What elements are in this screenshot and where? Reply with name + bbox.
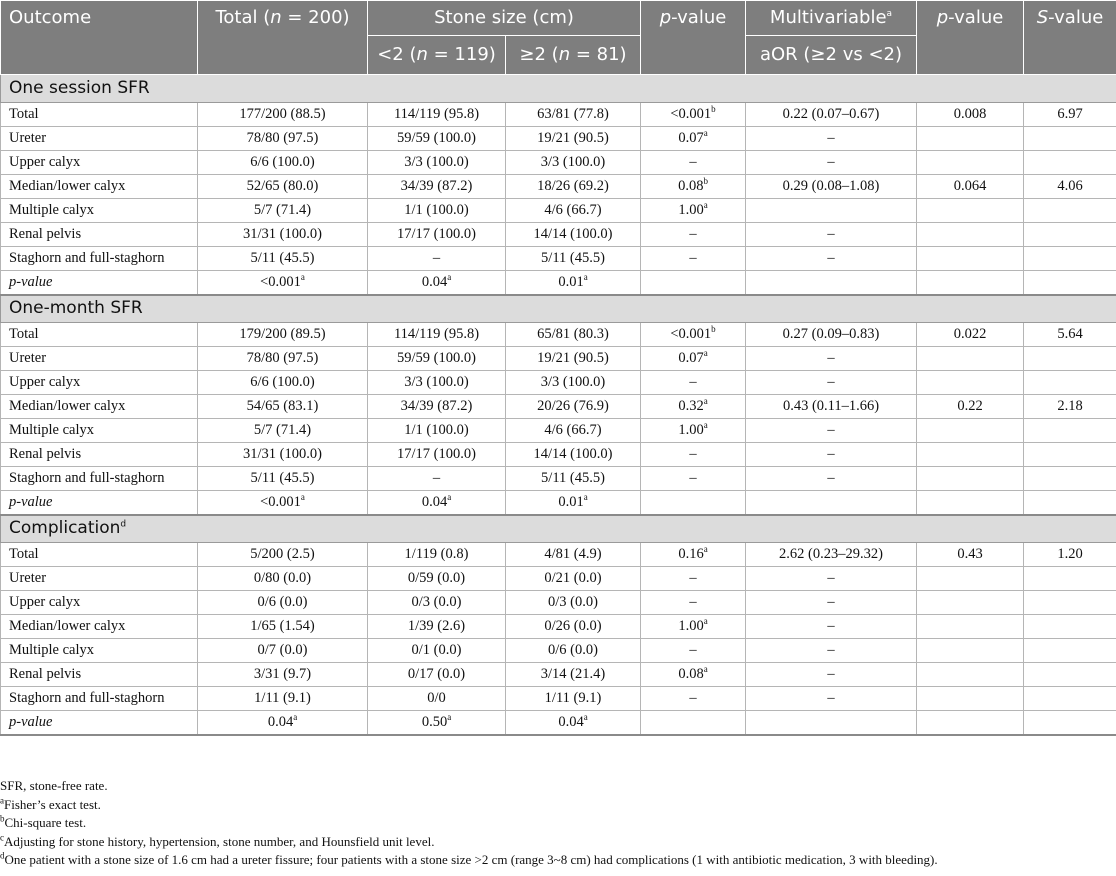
cell-lt2: 0.50$^a$ [368,711,506,735]
cell-p2 [917,567,1024,591]
header-p-value-2-text: p-value [936,7,1004,28]
cell-ge2: 14/14 (100.0) [506,443,641,467]
cell-p: – [641,223,746,247]
cell-s [1024,199,1116,223]
cell-ge2: 3/3 (100.0) [506,371,641,395]
table-row [1,467,1116,491]
cell-s: 6.97 [1024,103,1116,127]
table-row [1,175,1116,199]
row-label: Upper calyx [1,371,198,395]
cell-aor [746,199,917,223]
section-header [1,515,1116,543]
row-label: p-value [1,491,198,515]
cell-p2 [917,199,1024,223]
cell-s [1024,371,1116,395]
section-title: Complication$^d$ [1,515,1116,543]
cell-ge2: 5/11 (45.5) [506,467,641,491]
cell-s: 5.64 [1024,323,1116,347]
header-aor: aOR (≥2 vs <2) [746,36,917,75]
cell-lt2: 0.04$^a$ [368,491,506,515]
cell-lt2: 0/17 (0.0) [368,663,506,687]
footnote: SFR, stone-free rate. [0,778,108,793]
cell-aor: 0.27 (0.09–0.83) [746,323,917,347]
table-row [1,419,1116,443]
table-row [1,395,1116,419]
cell-p2 [917,467,1024,491]
cell-p [641,271,746,295]
cell-lt2: – [368,247,506,271]
cell-s: 2.18 [1024,395,1116,419]
row-label: Total [1,543,198,567]
cell-aor [746,271,917,295]
cell-ge2: 3/14 (21.4) [506,663,641,687]
table-row [1,323,1116,347]
cell-p2 [917,371,1024,395]
row-label: Ureter [1,127,198,151]
cell-p2: 0.022 [917,323,1024,347]
cell-p2 [917,591,1024,615]
cell-aor: 2.62 (0.23–29.32) [746,543,917,567]
cell-lt2: 59/59 (100.0) [368,347,506,371]
cell-total: 5/200 (2.5) [198,543,368,567]
cell-p: – [641,443,746,467]
cell-s [1024,491,1116,515]
cell-lt2: 0/1 (0.0) [368,639,506,663]
cell-total: <0.001$^a$ [198,491,368,515]
table-row [1,543,1116,567]
cell-aor: – [746,127,917,151]
cell-lt2: 0.04$^a$ [368,271,506,295]
cell-ge2: 0.01$^a$ [506,491,641,515]
cell-total: 177/200 (88.5) [198,103,368,127]
cell-ge2: 3/3 (100.0) [506,151,641,175]
cell-total: 6/6 (100.0) [198,151,368,175]
row-label: Multiple calyx [1,419,198,443]
cell-p: – [641,567,746,591]
cell-total: 5/7 (71.4) [198,419,368,443]
cell-aor: – [746,467,917,491]
cell-lt2: 1/1 (100.0) [368,419,506,443]
cell-s [1024,567,1116,591]
cell-total: 179/200 (89.5) [198,323,368,347]
row-label: p-value [1,711,198,735]
table-row [1,271,1116,295]
header-p-value-2 [917,1,1024,75]
cell-s [1024,591,1116,615]
cell-ge2: 0.01$^a$ [506,271,641,295]
cell-p: – [641,371,746,395]
cell-p2 [917,127,1024,151]
table-row [1,591,1116,615]
cell-p: – [641,247,746,271]
row-label: Total [1,103,198,127]
cell-p: – [641,639,746,663]
cell-p: 0.08$^a$ [641,663,746,687]
section-header [1,75,1116,103]
cell-aor: – [746,687,917,711]
cell-p: 1.00$^a$ [641,615,746,639]
cell-lt2: 0/59 (0.0) [368,567,506,591]
cell-s [1024,271,1116,295]
table-row [1,491,1116,515]
table-row [1,151,1116,175]
cell-p2 [917,615,1024,639]
header-stone-size: Stone size (cm) [368,1,641,36]
cell-p2 [917,639,1024,663]
cell-lt2: 1/1 (100.0) [368,199,506,223]
cell-lt2: – [368,467,506,491]
cell-aor: – [746,371,917,395]
table-body [1,75,1116,735]
cell-ge2: 5/11 (45.5) [506,247,641,271]
header-ge2 [506,36,641,75]
table-row [1,347,1116,371]
cell-p2 [917,347,1024,371]
cell-p: 1.00$^a$ [641,199,746,223]
cell-total: 5/11 (45.5) [198,467,368,491]
cell-total: 78/80 (97.5) [198,127,368,151]
section-header [1,295,1116,323]
cell-ge2: 14/14 (100.0) [506,223,641,247]
footnote: $^c$Adjusting for stone history, hypertension, stone number, and Hounsfield unit level. [0,832,435,849]
footnotes [0,777,1116,870]
table-row [1,615,1116,639]
cell-aor: – [746,639,917,663]
cell-p [641,491,746,515]
header-total [198,1,368,75]
cell-total: 0.04$^a$ [198,711,368,735]
header-ge2-text: ≥2 (n = 81) [519,44,627,65]
cell-ge2: 19/21 (90.5) [506,127,641,151]
cell-s [1024,443,1116,467]
cell-total: 52/65 (80.0) [198,175,368,199]
cell-lt2: 3/3 (100.0) [368,371,506,395]
row-label: Renal pelvis [1,663,198,687]
header-s-value-text: S-value [1036,7,1104,28]
table-row [1,663,1116,687]
cell-p2 [917,663,1024,687]
cell-ge2: 0/3 (0.0) [506,591,641,615]
cell-lt2: 17/17 (100.0) [368,443,506,467]
cell-aor: – [746,223,917,247]
cell-ge2: 65/81 (80.3) [506,323,641,347]
cell-s [1024,467,1116,491]
cell-ge2: 1/11 (9.1) [506,687,641,711]
cell-s [1024,663,1116,687]
cell-ge2: 0/21 (0.0) [506,567,641,591]
cell-p2 [917,443,1024,467]
row-label: Staghorn and full-staghorn [1,687,198,711]
cell-aor [746,491,917,515]
cell-total: 0/6 (0.0) [198,591,368,615]
header-multivariable: Multivariable$^a$ [746,1,917,36]
cell-p2: 0.064 [917,175,1024,199]
cell-ge2: 0/26 (0.0) [506,615,641,639]
header-outcome: Outcome [1,1,198,75]
cell-lt2: 17/17 (100.0) [368,223,506,247]
row-label: Upper calyx [1,591,198,615]
cell-total: 3/31 (9.7) [198,663,368,687]
cell-p2 [917,247,1024,271]
cell-aor: – [746,591,917,615]
cell-total: 5/11 (45.5) [198,247,368,271]
cell-p2 [917,711,1024,735]
cell-total: 31/31 (100.0) [198,443,368,467]
header-lt2-text: <2 (n = 119) [377,44,496,65]
cell-aor: – [746,615,917,639]
cell-total: 54/65 (83.1) [198,395,368,419]
cell-p2 [917,419,1024,443]
cell-ge2: 18/26 (69.2) [506,175,641,199]
cell-s: 4.06 [1024,175,1116,199]
cell-p: 0.07$^a$ [641,127,746,151]
row-label: Ureter [1,347,198,371]
cell-p2: 0.43 [917,543,1024,567]
table-row [1,639,1116,663]
cell-p2 [917,687,1024,711]
cell-aor [746,711,917,735]
table-row [1,443,1116,467]
cell-aor: 0.29 (0.08–1.08) [746,175,917,199]
cell-p2 [917,151,1024,175]
cell-ge2: 20/26 (76.9) [506,395,641,419]
cell-total: 6/6 (100.0) [198,371,368,395]
row-label: Multiple calyx [1,199,198,223]
row-label: Median/lower calyx [1,175,198,199]
cell-p: 0.07$^a$ [641,347,746,371]
cell-p2 [917,223,1024,247]
cell-p2: 0.008 [917,103,1024,127]
header-total-text: Total (n = 200) [215,7,350,28]
cell-total: <0.001$^a$ [198,271,368,295]
cell-p: 0.08$^b$ [641,175,746,199]
cell-s [1024,687,1116,711]
cell-aor: – [746,419,917,443]
row-label: Staghorn and full-staghorn [1,467,198,491]
cell-p: – [641,591,746,615]
table-header [1,1,1116,75]
table-row [1,711,1116,735]
row-label: Total [1,323,198,347]
cell-lt2: 59/59 (100.0) [368,127,506,151]
cell-aor: – [746,347,917,371]
cell-aor: – [746,443,917,467]
cell-lt2: 1/39 (2.6) [368,615,506,639]
cell-s: 1.20 [1024,543,1116,567]
row-label: Renal pelvis [1,443,198,467]
table-row [1,247,1116,271]
cell-p2 [917,491,1024,515]
cell-aor: 0.43 (0.11–1.66) [746,395,917,419]
row-label: p-value [1,271,198,295]
cell-p2 [917,271,1024,295]
cell-s [1024,615,1116,639]
cell-s [1024,639,1116,663]
cell-ge2: 0/6 (0.0) [506,639,641,663]
cell-s [1024,247,1116,271]
cell-total: 0/7 (0.0) [198,639,368,663]
row-label: Staghorn and full-staghorn [1,247,198,271]
cell-p: 0.32$^a$ [641,395,746,419]
cell-lt2: 0/3 (0.0) [368,591,506,615]
row-label: Ureter [1,567,198,591]
cell-p: – [641,151,746,175]
section-title: One session SFR [1,75,1116,103]
cell-aor: – [746,247,917,271]
cell-ge2: 4/6 (66.7) [506,199,641,223]
cell-lt2: 1/119 (0.8) [368,543,506,567]
cell-s [1024,347,1116,371]
cell-ge2: 0.04$^a$ [506,711,641,735]
cell-p: – [641,467,746,491]
table-row [1,127,1116,151]
cell-s [1024,127,1116,151]
cell-total: 78/80 (97.5) [198,347,368,371]
cell-total: 5/7 (71.4) [198,199,368,223]
table-row [1,223,1116,247]
row-label: Renal pelvis [1,223,198,247]
row-label: Multiple calyx [1,639,198,663]
footnote: $^b$Chi-square test. [0,813,87,830]
cell-p: – [641,687,746,711]
row-label: Upper calyx [1,151,198,175]
cell-lt2: 3/3 (100.0) [368,151,506,175]
table-row [1,687,1116,711]
cell-s [1024,151,1116,175]
cell-p: 1.00$^a$ [641,419,746,443]
header-s-value [1024,1,1116,75]
cell-aor: – [746,151,917,175]
cell-p2: 0.22 [917,395,1024,419]
section-title: One-month SFR [1,295,1116,323]
cell-aor: – [746,663,917,687]
cell-total: 0/80 (0.0) [198,567,368,591]
cell-total: 1/65 (1.54) [198,615,368,639]
table-row [1,199,1116,223]
cell-p: 0.16$^a$ [641,543,746,567]
cell-s [1024,711,1116,735]
cell-lt2: 114/119 (95.8) [368,323,506,347]
cell-total: 1/11 (9.1) [198,687,368,711]
cell-p: <0.001$^b$ [641,103,746,127]
table-row [1,371,1116,395]
table-row [1,567,1116,591]
header-p-value-text: p-value [659,7,727,28]
cell-lt2: 34/39 (87.2) [368,175,506,199]
footnote: $^a$Fisher’s exact test. [0,795,101,812]
row-label: Median/lower calyx [1,615,198,639]
cell-ge2: 63/81 (77.8) [506,103,641,127]
cell-ge2: 4/6 (66.7) [506,419,641,443]
cell-ge2: 19/21 (90.5) [506,347,641,371]
cell-s [1024,419,1116,443]
cell-p [641,711,746,735]
cell-lt2: 34/39 (87.2) [368,395,506,419]
cell-s [1024,223,1116,247]
cell-lt2: 0/0 [368,687,506,711]
cell-aor: – [746,567,917,591]
footnote: $^d$One patient with a stone size of 1.6 cm had a ureter fissure; four patients with a stone size >2 cm (range 3~8 cm) had complications (1 with antibiotic medication, 3 with bleeding). [0,850,938,867]
header-p-value [641,1,746,75]
cell-ge2: 4/81 (4.9) [506,543,641,567]
cell-total: 31/31 (100.0) [198,223,368,247]
table-row [1,103,1116,127]
cell-aor: 0.22 (0.07–0.67) [746,103,917,127]
header-lt2 [368,36,506,75]
cell-p: <0.001$^b$ [641,323,746,347]
row-label: Median/lower calyx [1,395,198,419]
cell-lt2: 114/119 (95.8) [368,103,506,127]
